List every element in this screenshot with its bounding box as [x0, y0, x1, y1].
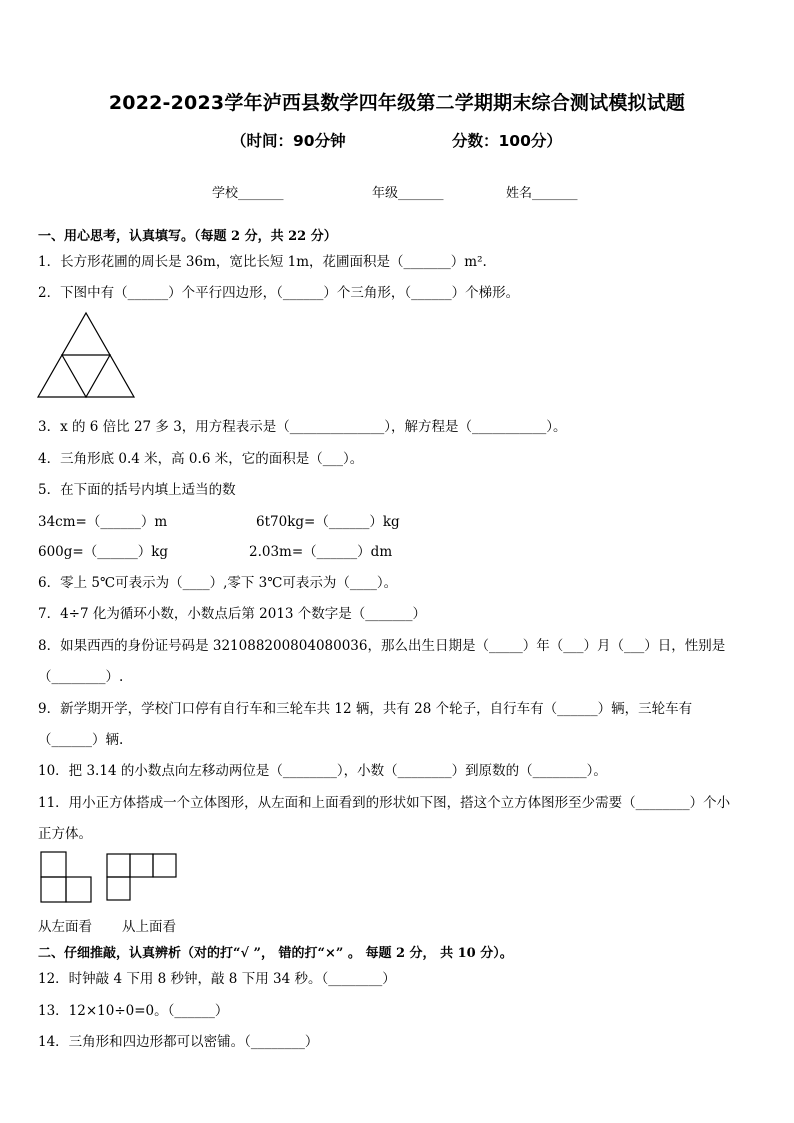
question-11: 11．用小正方体搭成一个立体图形，从左面和上面看到的形状如下图，搭这个立方体图形至少需要（________）个小: [38, 795, 731, 811]
question-7: 7．4÷7 化为循环小数，小数点后第 2013 个数字是（_______）: [38, 606, 427, 622]
top-view-label: 从上面看: [122, 919, 176, 935]
name-field: 姓名_______: [506, 186, 578, 201]
question-8-cont: （________）.: [38, 669, 124, 685]
page-title: 2022-2023学年泸西县数学四年级第二学期期末综合测试模拟试题: [108, 92, 686, 114]
question-5d: 2.03m=（______）dm: [249, 544, 393, 560]
question-6: 6．零上 5℃可表示为（____）,零下 3℃可表示为（____）。: [38, 575, 398, 591]
question-11-cont: 正方体。: [38, 826, 92, 842]
left-view-figure: [40, 851, 94, 903]
question-9-cont: （______）辆.: [38, 732, 124, 748]
section1-heading: 一、用心思考，认真填写。（每题 2 分，共 22 分）: [38, 229, 337, 244]
question-5b: 6t70kg=（______）kg: [256, 514, 400, 530]
exam-score: 分数：100分）: [452, 132, 562, 150]
question-2: 2．下图中有（______）个平行四边形，（______）个三角形，（______）个梯形。: [38, 285, 520, 301]
question-5c: 600g=（______）kg: [38, 544, 169, 560]
question-12: 12．时钟敲 4 下用 8 秒钟，敲 8 下用 34 秒。（________）: [38, 971, 396, 987]
question-5a: 34cm=（______）m: [38, 514, 168, 530]
top-view-figure: [106, 853, 178, 901]
question-9: 9．新学期开学，学校门口停有自行车和三轮车共 12 辆，共有 28 个轮子，自行车有（______）辆，三轮车有: [38, 701, 693, 717]
question-14: 14．三角形和四边形都可以密铺。（________）: [38, 1034, 319, 1050]
left-view-label: 从左面看: [38, 919, 92, 935]
question-10: 10．把 3.14 的小数点向左移动两位是（________），小数（________）到原数的（________）。: [38, 763, 607, 779]
question-4: 4．三角形底 0.4 米，高 0.6 米，它的面积是（___）。: [38, 451, 364, 467]
grade-field: 年级_______: [372, 186, 444, 201]
section2-heading: 二、仔细推敲，认真辨析（对的打“√ ”， 错的打“×” 。 每题 2 分， 共 10 分）。: [38, 946, 513, 961]
exam-time: （时间：90分钟: [231, 132, 346, 150]
question-8: 8．如果西西的身份证号码是 321088200804080036，那么出生日期是（_____）年（___）月（___）日，性别是: [38, 638, 726, 654]
question-3: 3．x 的 6 倍比 27 多 3，用方程表示是（______________），解方程是（___________）。: [38, 419, 567, 435]
question-5: 5．在下面的括号内填上适当的数: [38, 482, 236, 498]
triangle-figure: [37, 311, 137, 399]
question-13: 13．12×10÷0=0。（______）: [38, 1003, 229, 1019]
question-1: 1．长方形花圃的周长是 36m，宽比长短 1m，花圃面积是（_______）m².: [38, 254, 487, 270]
school-field: 学校_______: [212, 186, 284, 201]
